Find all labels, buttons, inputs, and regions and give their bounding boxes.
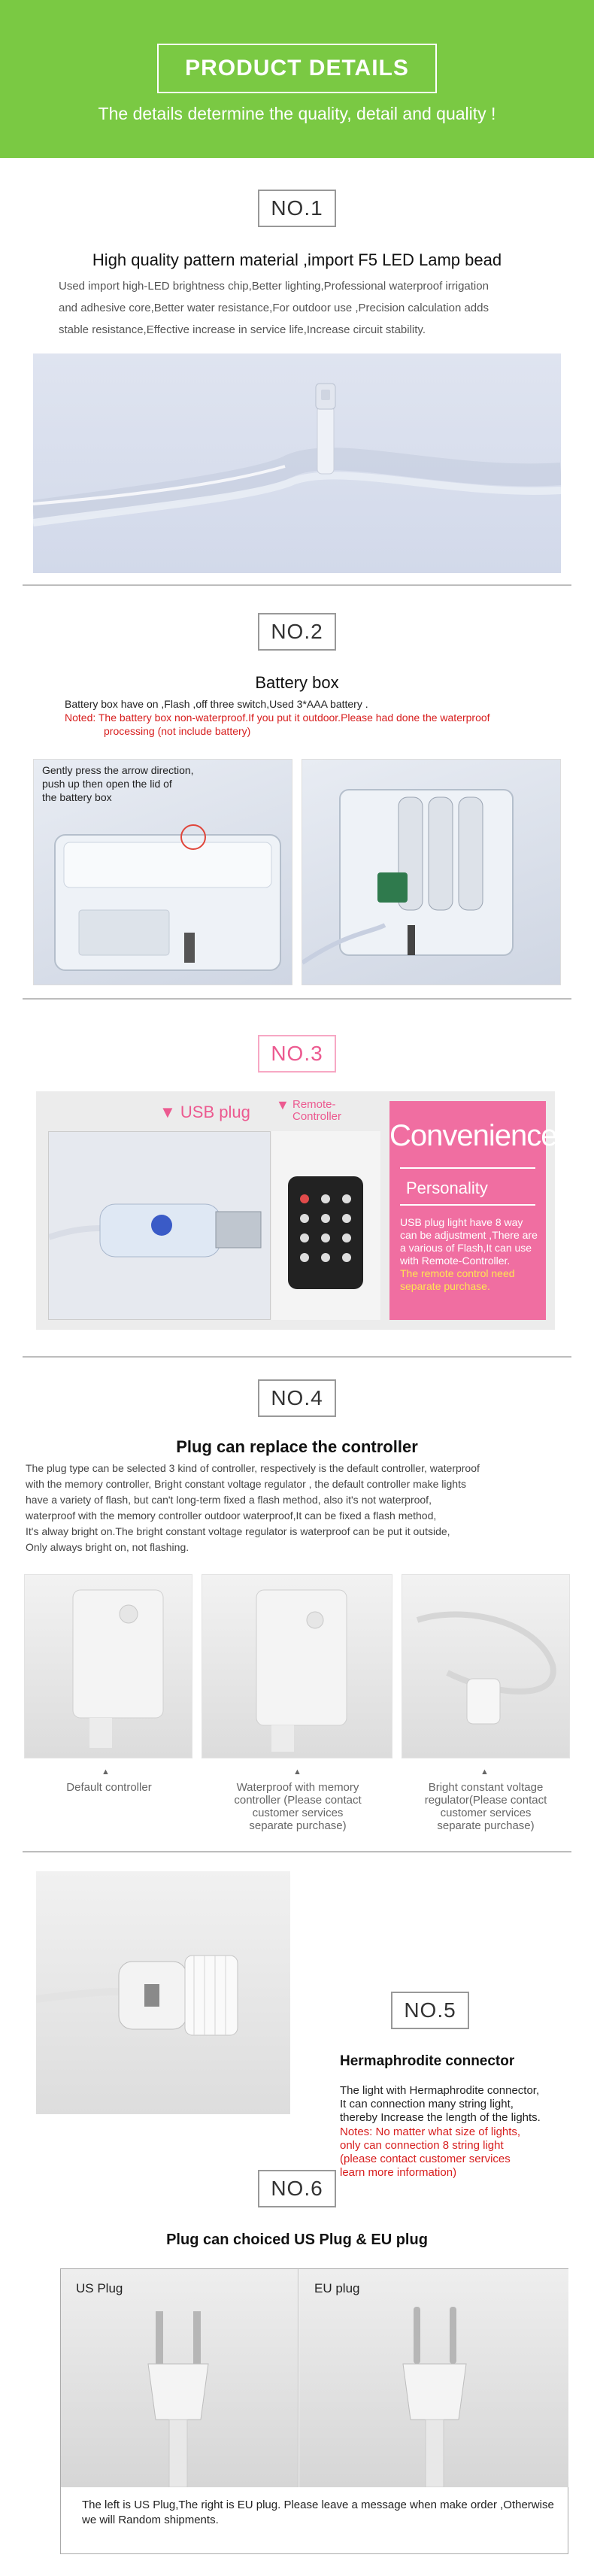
plug-comparison-frame bbox=[60, 2268, 568, 2554]
us-plug-panel bbox=[61, 2269, 299, 2487]
section5-notes: Notes: No matter what size of lights, only can connection 8 string light (please contact customer services learn more information) bbox=[340, 2125, 521, 2179]
eu-plug-label: EU plug bbox=[314, 2281, 360, 2295]
page-title: PRODUCT DETAILS bbox=[185, 56, 409, 80]
section1-description: Used import high-LED brightness chip,Better lighting,Professional waterproof irrigation and adhesive core,Better water resistance,For outdoor use ,Precision calculation adds stable resistance,Effective increase in service life,Increase circuit stability. bbox=[59, 280, 489, 336]
section-badge-3: NO.3 bbox=[258, 1035, 336, 1073]
usb-plug-photo bbox=[48, 1131, 271, 1320]
waterproof-controller-caption: Waterproof with memory controller (Please contact customer services separate purchase) bbox=[234, 1781, 362, 1832]
convenience-title: Convenience bbox=[389, 1119, 557, 1152]
divider bbox=[400, 1204, 535, 1206]
default-controller-caption: Default controller bbox=[66, 1781, 152, 1794]
battery-box-open-photo bbox=[302, 759, 561, 985]
divider bbox=[23, 1851, 571, 1852]
arrow-up-icon: ▲ bbox=[480, 1767, 489, 1776]
voltage-regulator-photo bbox=[402, 1574, 570, 1758]
arrow-up-icon: ▲ bbox=[293, 1767, 302, 1776]
default-controller-photo bbox=[24, 1574, 192, 1758]
page-subtitle: The details determine the quality, detail and quality ! bbox=[98, 104, 496, 123]
section-badge-2: NO.2 bbox=[258, 613, 336, 651]
voltage-regulator-caption: Bright constant voltage regulator(Please contact customer services separate purchase) bbox=[424, 1781, 547, 1832]
divider bbox=[23, 1356, 571, 1358]
personality-title: Personality bbox=[406, 1179, 488, 1197]
section2-heading: Battery box bbox=[255, 673, 339, 692]
remote-controller-tab: ▼ Remote- Controller bbox=[276, 1097, 342, 1123]
led-cable-photo bbox=[33, 353, 561, 573]
section-badge-6: NO.6 bbox=[258, 2170, 336, 2207]
us-plug-label: US Plug bbox=[76, 2281, 123, 2295]
convenience-box bbox=[389, 1101, 557, 1320]
section2-description: Battery box have on ,Flash ,off three switch,Used 3*AAA battery . Noted: The battery box non-waterproof.If you put it outdoor.Please had done the waterproof processing (not include battery) bbox=[65, 698, 490, 737]
section-badge-4: NO.4 bbox=[258, 1379, 336, 1417]
section4-description: The plug type can be selected 3 kind of controller, respectively is the default controller, waterproof with the memory controller, Bright constant voltage regulator , the default controller make lights have a variety of flash, but can't long-term fixed a flash method, also it's not waterproof, waterproof with the memory controller outdoor waterproof,It can be fixed a flash method, It's alway bright on.The bright constant voltage regulator is waterproof can be put it outside, Only always bright on, not flashing. bbox=[26, 1462, 480, 1553]
plug-note: The left is US Plug,The right is EU plug. Please leave a message when make order ,Otherwise we will Random shipments. bbox=[82, 2499, 554, 2526]
battery-callout: Gently press the arrow direction, push up then open the lid of the battery box bbox=[42, 764, 194, 803]
header-banner bbox=[0, 0, 594, 158]
convenience-text: USB plug light have 8 way can be adjustment ,There are a various of Flash,It can use with Remote-Controller. The remote control need separate purchase. bbox=[400, 1216, 538, 1292]
section6-heading: Plug can choiced US Plug & EU plug bbox=[166, 2232, 428, 2248]
divider bbox=[23, 584, 571, 586]
section4-heading: Plug can replace the controller bbox=[176, 1437, 418, 1456]
section-badge-5: NO.5 bbox=[391, 1992, 469, 2029]
usb-plug-tab: ▼ USB plug bbox=[159, 1103, 250, 1121]
waterproof-controller-photo bbox=[202, 1574, 392, 1758]
remote-controller-photo bbox=[271, 1131, 380, 1320]
connector-photo bbox=[36, 1871, 290, 2114]
section5-description: The light with Hermaphrodite connector, It can connection many string light, thereby Increase the length of the lights. bbox=[340, 2084, 541, 2124]
section1-heading: High quality pattern material ,import F5 LED Lamp bead bbox=[92, 250, 502, 269]
section5-heading: Hermaphrodite connector bbox=[340, 2053, 515, 2069]
divider bbox=[23, 998, 571, 1000]
title-frame bbox=[157, 44, 437, 93]
eu-plug-panel bbox=[299, 2269, 568, 2487]
section-badge-1: NO.1 bbox=[258, 190, 336, 227]
divider bbox=[400, 1167, 535, 1169]
arrow-up-icon: ▲ bbox=[102, 1767, 110, 1776]
